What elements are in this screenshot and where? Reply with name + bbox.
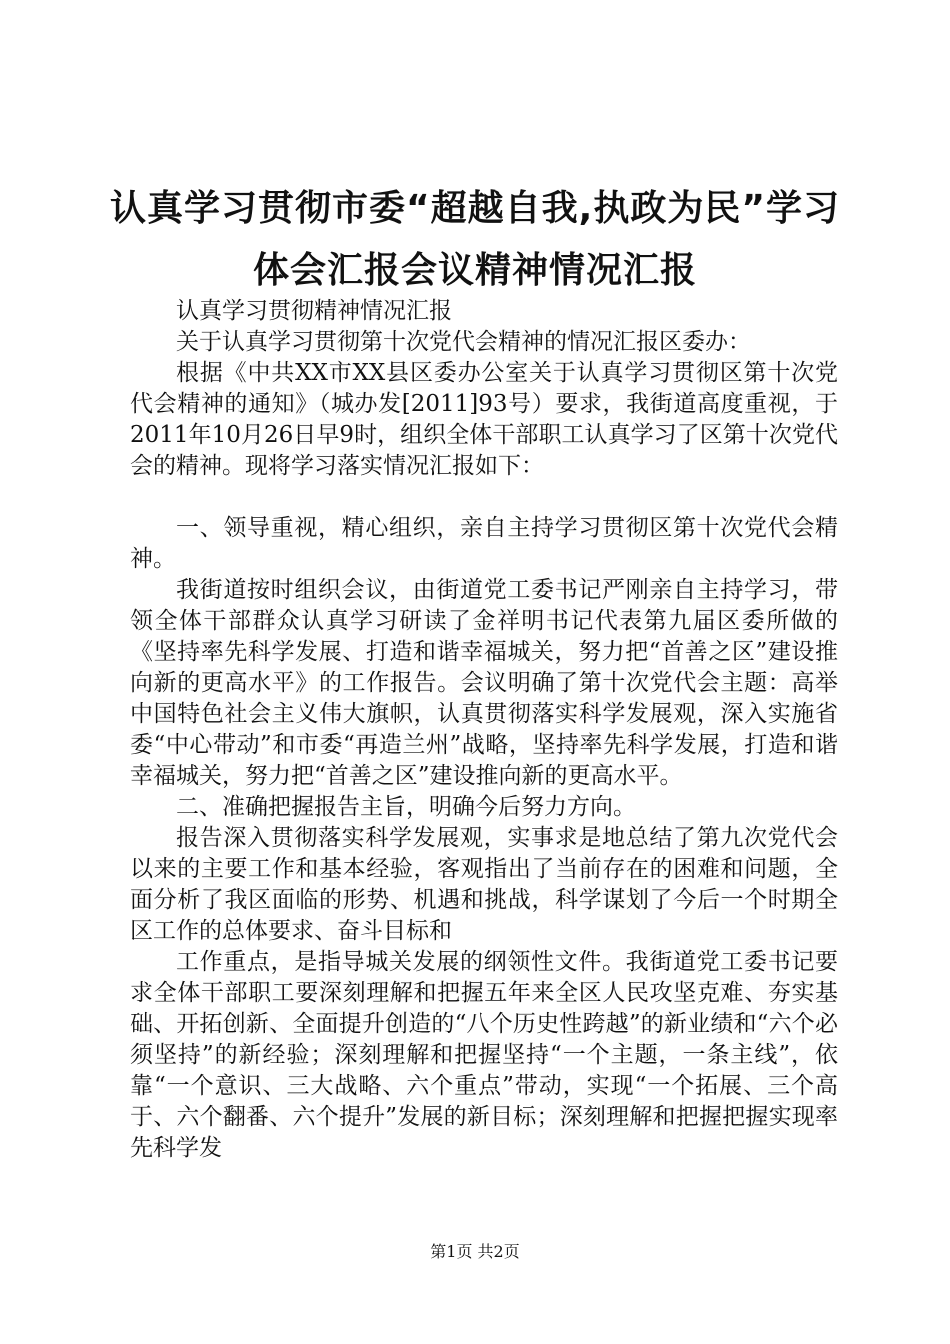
section-heading-2: 二、准确把握报告主旨，明确今后努力方向。 <box>176 794 636 820</box>
paragraph-section-2: 报告深入贯彻落实科学发展观，实事求是地总结了第九次党代会以来的主要工作和基本经验，客观指出了当前存在的困难和问题，全面分析了我区面临的形势、机遇和挑战，科学谋划了今后一个时期全区工作的总体要求、奋斗目标和 <box>130 825 838 944</box>
paragraph-section-1: 我街道按时组织会议，由街道党工委书记严刚亲自主持学习，带领全体干部群众认真学习研读了金祥明书记代表第九届区委所做的《坚持率先科学发展、打造和谐幸福城关，努力把“首善之区”建设推向新的更高水平》的工作报告。会议明确了第十次党代会主题：高举中国特色社会主义伟大旗帜，认真贯彻落实科学发展观，深入实施省委“中心带动”和市委“再造兰州”战略，坚持率先科学发展，打造和谐幸福城关，努力把“首善之区”建设推向新的更高水平。 <box>130 577 838 789</box>
paragraph-section-2-continued: 工作重点，是指导城关发展的纲领性文件。我街道党工委书记要求全体干部职工要深刻理解和把握五年来全区人民攻坚克难、夯实基础、开拓创新、全面提升创造的“八个历史性跨越”的新业绩和“六个必须坚持”的新经验；深刻理解和把握坚持“一个主题，一条主线”，依靠“一个意识、三大战略、六个重点”带动，实现“一个拓展、三个高于、六个翻番、六个提升”发展的新目标；深刻理解和把握把握实现率先科学发 <box>130 949 838 1161</box>
page-number-footer: 第1页 共2页 <box>430 1242 520 1261</box>
paragraph-subtitle: 认真学习贯彻精神情况汇报 <box>176 298 452 324</box>
document-body <box>130 296 838 1164</box>
section-heading-1: 一、领导重视，精心组织，亲自主持学习贯彻区第十次党代会精神。 <box>130 515 838 572</box>
document-title: 认真学习贯彻市委“超越自我,执政为民”学习体会汇报会议精神情况汇报 <box>110 188 840 291</box>
paragraph-recipient: 关于认真学习贯彻第十次党代会精神的情况汇报区委办： <box>176 329 751 355</box>
paragraph-intro: 根据《中共XX市XX县区委办公室关于认真学习贯彻区第十次党代会精神的通知》（城办发[2011]93号）要求，我街道高度重视，于2011年10月26日早9时，组织全体干部职工认真学习了区第十次党代会的精神。现将学习落实情况汇报如下： <box>130 360 838 479</box>
